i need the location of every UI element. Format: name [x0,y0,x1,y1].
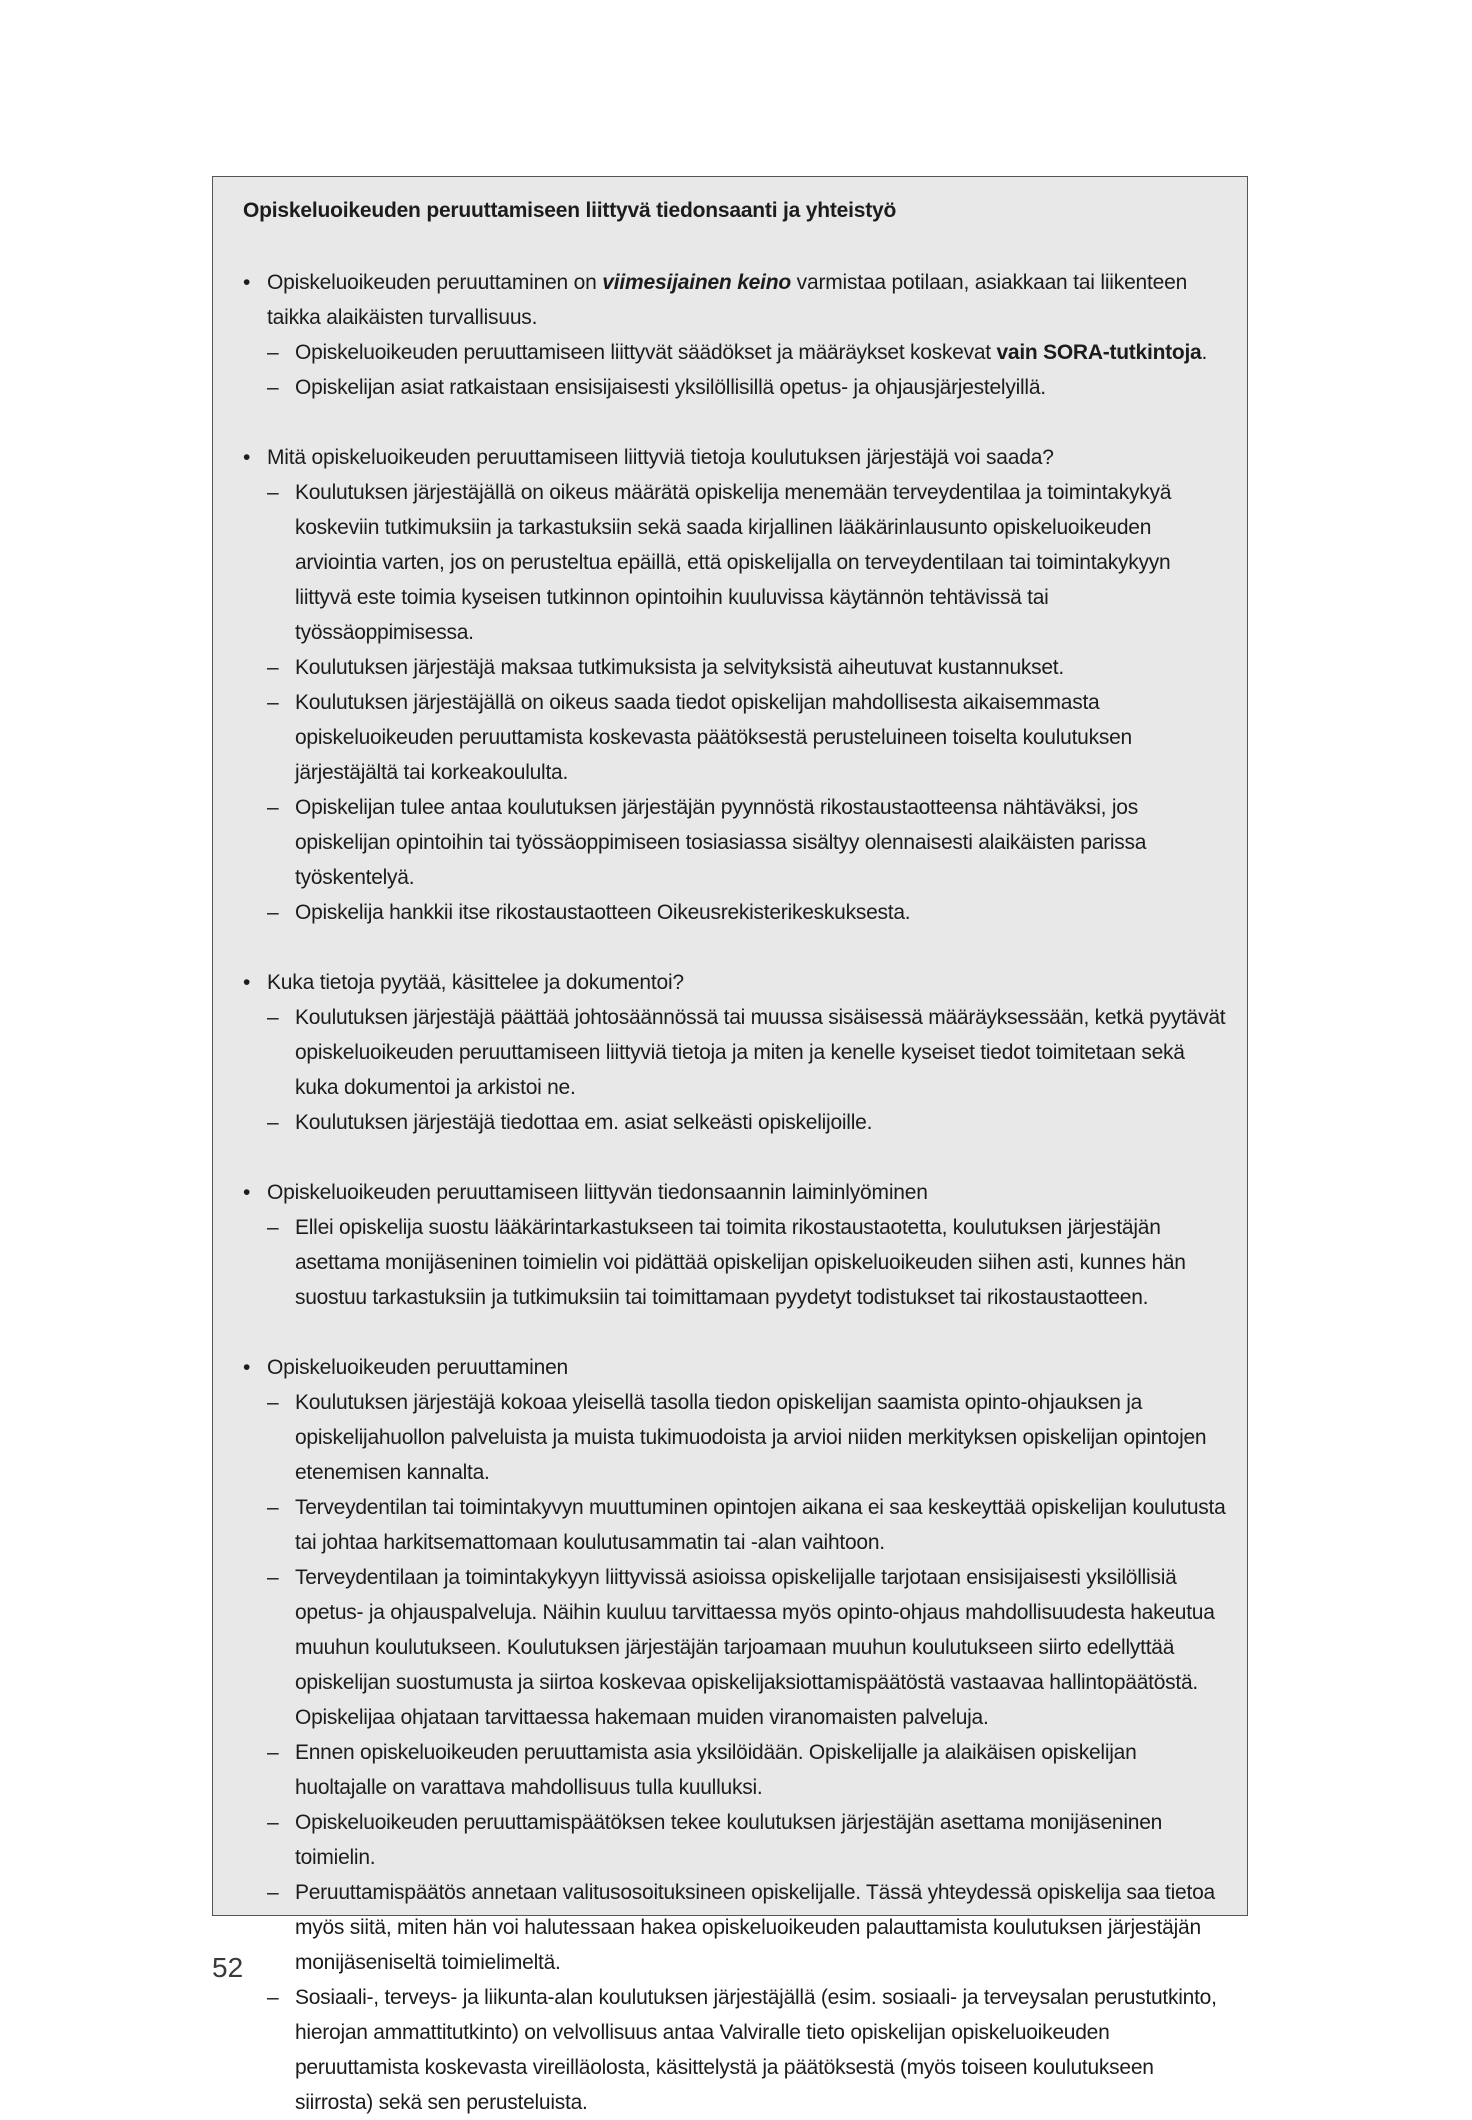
sections-container [231,265,1227,2120]
list-item [231,1210,1227,1315]
text-run: Sosiaali-, terveys- ja liikunta-alan koulutuksen järjestäjällä (esim. sosiaali- ja terveysalan perustutkinto, hierojan ammattitutkinto) on velvollisuus antaa Valviralle tieto opiskelijan opiskeluoikeuden peruuttamista koskevasta vireilläolosta, käsittelystä ja päätöksestä (myös toiseen koulutukseen siirrosta) sekä sen perusteluista. [295,1986,1217,2114]
sub-list [231,1210,1227,1315]
text-run: Terveydentilaan ja toimintakykyyn liittyvissä asioissa opiskelijalle tarjotaan ensisijaisesti yksilöllisiä opetus- ja ohjauspalveluja. Näihin kuuluu tarvittaessa myös opinto-ohjaus mahdollisuudesta hakeutua muuhun koulutukseen. Koulutuksen järjestäjän tarjoamaan muuhun koulutukseen siirto edellyttää opiskelijan suostumusta ja siirtoa koskevaa opiskelijaksiottamispäätöstä vastaavaa hallintopäätöstä. Opiskelijaa ohjataan tarvittaessa hakemaan muiden viranomaisten palveluja. [295,1566,1215,1729]
bullet-heading [231,265,1227,335]
section [231,1175,1227,1315]
list-item [231,1875,1227,1980]
text-run: Opiskeluoikeuden peruuttamiseen liittyvän tiedonsaannin laiminlyöminen [267,1181,928,1204]
page-number: 52 [212,1952,244,1983]
text-run: Opiskeluoikeuden peruuttamispäätöksen tekee koulutuksen järjestäjän asettama monijäseninen toimielin. [295,1811,1163,1869]
text-run: Koulutuksen järjestäjä kokoaa yleisellä tasolla tiedon opiskelijan saamista opinto-ohjauksen ja opiskelijahuollon palveluista ja muista tukimuodoista ja arvioi niiden merkityksen opiskelijan opintojen etenemisen kannalta. [295,1391,1207,1484]
text-run: Opiskelija hankkii itse rikostaustaotteen Oikeusrekisterikeskuksesta. [295,901,911,924]
text-run: Opiskelijan tulee antaa koulutuksen järjestäjän pyynnöstä rikostaustaotteensa nähtäväksi, jos opiskelijan opintoihin tai työssäoppimiseen tosiasiassa sisältyy olennaisesti alaikäisten parissa työskentelyä. [295,796,1147,889]
bullet-heading [231,1350,1227,1385]
section [231,440,1227,930]
bullet-heading [231,965,1227,1000]
sub-list [231,1385,1227,2120]
text-run: Koulutuksen järjestäjällä on oikeus määrätä opiskelija menemään terveydentilaa ja toimintakykyä koskeviin tutkimuksiin ja tarkastuksiin sekä saada kirjallinen lääkärinlausunto opiskeluoikeuden arviointia varten, jos on perusteltua epäillä, että opiskelijalla on terveydentilaan tai toimintakykyyn liittyvä este toimia kyseisen tutkinnon opintoihin kuuluvissa käytännön tehtävissä tai työssäoppimisessa. [295,481,1172,644]
list-item [231,1385,1227,1490]
text-run: Koulutuksen järjestäjä maksaa tutkimuksista ja selvityksistä aiheutuvat kustannukset. [295,656,1064,679]
text-run: . [1201,341,1208,364]
list-item [231,1560,1227,1735]
text-run: Opiskeluoikeuden peruuttamiseen liittyvät säädökset ja määräykset koskevat [295,341,997,364]
list-item [231,650,1227,685]
list-item [231,1805,1227,1875]
text-run: Ennen opiskeluoikeuden peruuttamista asia yksilöidään. Opiskelijalle ja alaikäisen opiskelijan huoltajalle on varattava mahdollisuus tulla kuulluksi. [295,1741,1137,1799]
list-item [231,1000,1227,1105]
section [231,965,1227,1140]
text-run: Mitä opiskeluoikeuden peruuttamiseen liittyviä tietoja koulutuksen järjestäjä voi saada? [267,446,1054,469]
bullet-heading [231,1175,1227,1210]
list-item [231,790,1227,895]
section [231,265,1227,405]
list-item [231,1735,1227,1805]
text-run: Terveydentilan tai toimintakyvyn muuttuminen opintojen aikana ei saa keskeyttää opiskelijan koulutusta tai johtaa harkitsemattomaan koulutusammatin tai -alan vaihtoon. [295,1496,1226,1554]
text-run: Kuka tietoja pyytää, käsittelee ja dokumentoi? [267,971,684,994]
sub-list [231,475,1227,930]
list-item [231,475,1227,650]
list-item [231,895,1227,930]
section [231,1350,1227,2120]
sub-list [231,335,1227,405]
text-run: varmistaa potilaan, asiakkaan tai liikenteen taikka alaikäisten turvallisuus. [267,271,1188,329]
text-run: Koulutuksen järjestäjä päättää johtosäännössä tai muussa sisäisessä määräyksessään, ketkä pyytävät opiskeluoikeuden peruuttamiseen liittyviä tietoja ja miten ja kenelle kyseiset tiedot toimitetaan sekä kuka dokumentoi ja arkistoi ne. [295,1006,1226,1099]
sub-list [231,1000,1227,1140]
text-run: Opiskelijan asiat ratkaistaan ensisijaisesti yksilöllisillä opetus- ja ohjausjärjestelyillä. [295,376,1046,399]
list-item [231,1105,1227,1140]
list-item [231,685,1227,790]
list-item [231,1980,1227,2120]
text-run: Ellei opiskelija suostu lääkärintarkastukseen tai toimita rikostaustaotetta, koulutuksen järjestäjän asettama monijäseninen toimielin voi pidättää opiskelijan opiskeluoikeuden siihen asti, kunnes hän suostuu tarkastuksiin ja tutkimuksiin tai toimittamaan pyydetyt todistukset tai rikostaustaotteen. [295,1216,1186,1309]
list-item [231,1490,1227,1560]
text-run: Peruuttamispäätös annetaan valitusosoituksineen opiskelijalle. Tässä yhteydessä opiskelija saa tietoa myös siitä, miten hän voi halutessaan hakea opiskeluoikeuden palauttamista koulutuksen järjestäjän monijäseniseltä toimielimeltä. [295,1881,1215,1974]
strong-text: vain SORA-tutkintoja [996,341,1202,364]
box-title: Opiskeluoikeuden peruuttamiseen liittyvä tiedonsaanti ja yhteistyö [243,199,897,222]
emphasis-text: viimesijainen keino [602,271,792,294]
text-run: Opiskeluoikeuden peruuttaminen on [267,271,603,294]
text-run: Koulutuksen järjestäjällä on oikeus saada tiedot opiskelijan mahdollisesta aikaisemmasta opiskeluoikeuden peruuttamista koskevasta päätöksestä perusteluineen toiselta koulutuksen järjestäjältä tai korkeakoululta. [295,691,1132,784]
list-item [231,370,1227,405]
list-item [231,335,1227,370]
text-run: Opiskeluoikeuden peruuttaminen [267,1356,569,1379]
text-run: Koulutuksen järjestäjä tiedottaa em. asiat selkeästi opiskelijoille. [295,1111,873,1134]
bullet-heading [231,440,1227,475]
